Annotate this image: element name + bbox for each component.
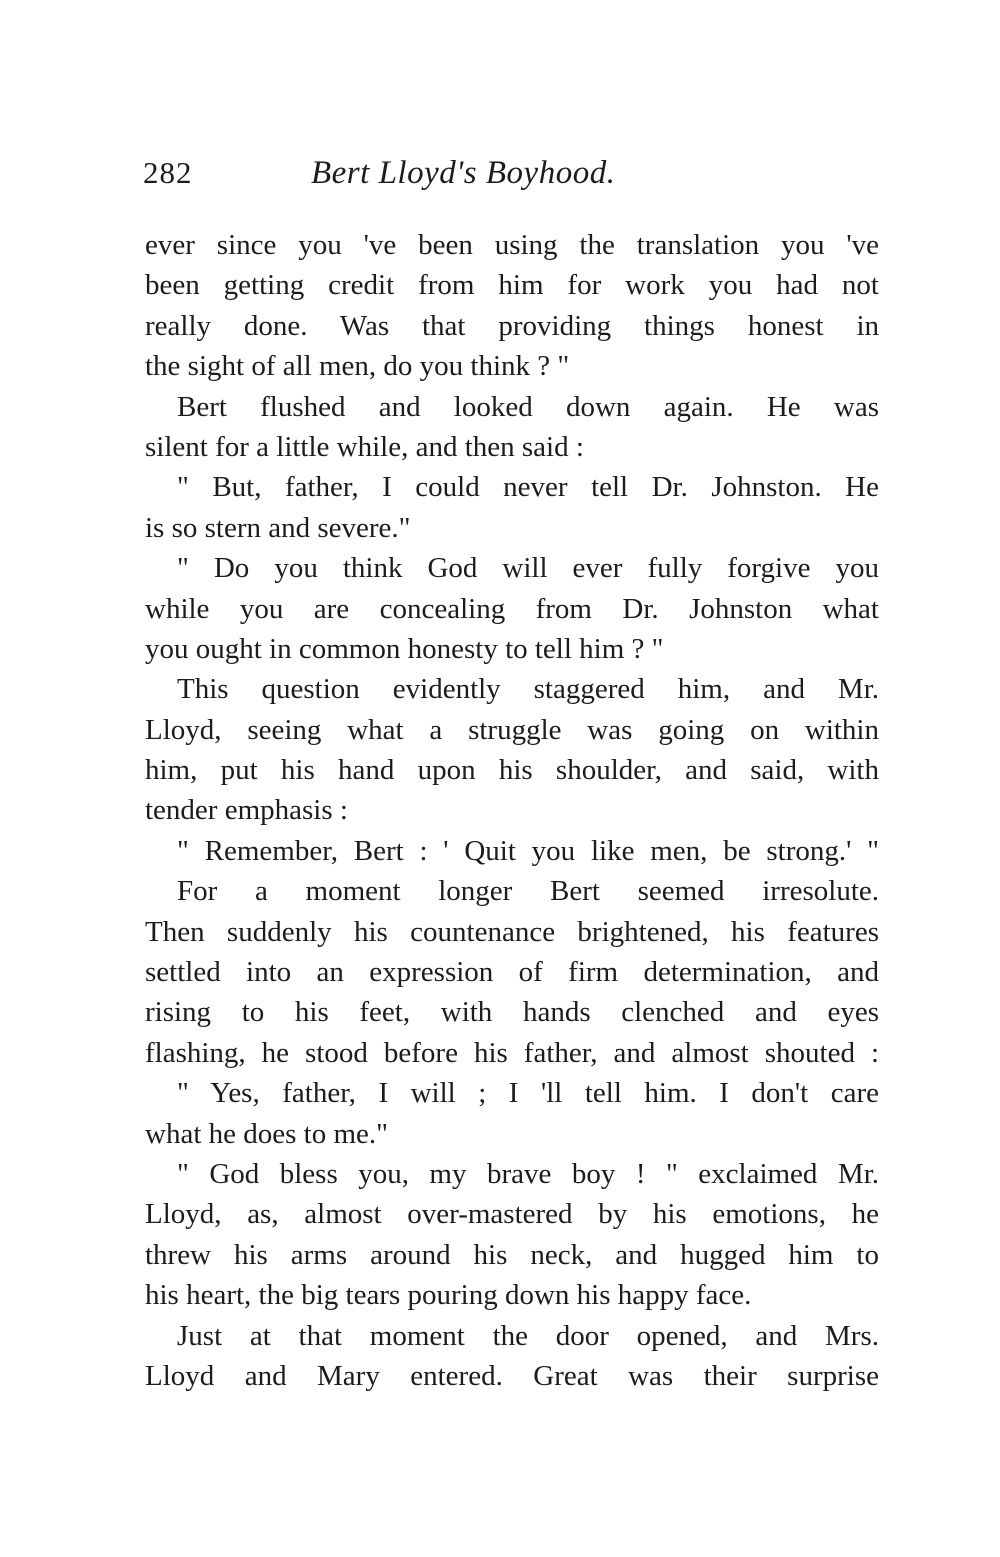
text-line: silent for a little while, and then said : xyxy=(145,430,584,463)
text-line: ever since you 've been using the translation you 've xyxy=(145,229,879,261)
text-line: " Yes, father, I will ; I 'll tell him. I don't care xyxy=(177,1077,879,1110)
text-line: Bert flushed and looked down again. He was xyxy=(177,390,879,423)
text-line: flashing, he stood before his father, and almost shouted : xyxy=(145,1036,879,1069)
text-line: is so stern and severe." xyxy=(145,511,411,544)
text-line: Then suddenly his countenance brightened, his features xyxy=(145,915,879,948)
text-line: For a moment longer Bert seemed irresolute. xyxy=(177,875,879,908)
text-line: been getting credit from him for work you had not xyxy=(145,269,879,302)
text-line: his heart, the big tears pouring down his happy face. xyxy=(145,1279,752,1312)
text-line: settled into an expression of firm determination, and xyxy=(145,956,879,989)
text-line: him, put his hand upon his shoulder, and said, with xyxy=(145,754,879,787)
text-line: while you are concealing from Dr. Johnston what xyxy=(145,592,879,625)
page-number: 282 xyxy=(143,155,193,190)
text-line: what he does to me." xyxy=(145,1117,388,1150)
body-text xyxy=(145,225,879,1396)
text-line: you ought in common honesty to tell him ? " xyxy=(145,632,664,665)
text-line: " God bless you, my brave boy ! " exclaimed Mr. xyxy=(177,1157,879,1190)
text-line: tender emphasis : xyxy=(145,794,348,827)
text-line: Lloyd and Mary entered. Great was their surprise xyxy=(145,1359,879,1392)
text-line: the sight of all men, do you think ? " xyxy=(145,350,570,383)
running-title: Bert Lloyd's Boyhood. xyxy=(311,155,616,191)
text-line: " Remember, Bert : ' Quit you like men, be strong.' " xyxy=(177,834,879,867)
text-line: Lloyd, seeing what a struggle was going on within xyxy=(145,713,879,746)
page-header xyxy=(143,155,883,205)
text-line: This question evidently staggered him, and Mr. xyxy=(177,673,879,706)
text-line: " Do you think God will ever fully forgive you xyxy=(177,552,879,585)
text-line: Just at that moment the door opened, and Mrs. xyxy=(177,1319,879,1352)
text-line: " But, father, I could never tell Dr. Johnston. He xyxy=(177,471,879,504)
text-line: rising to his feet, with hands clenched and eyes xyxy=(145,996,879,1029)
text-line: threw his arms around his neck, and hugged him to xyxy=(145,1238,879,1271)
text-line: Lloyd, as, almost over-mastered by his emotions, he xyxy=(145,1198,879,1231)
text-line: really done. Was that providing things honest in xyxy=(145,309,879,342)
